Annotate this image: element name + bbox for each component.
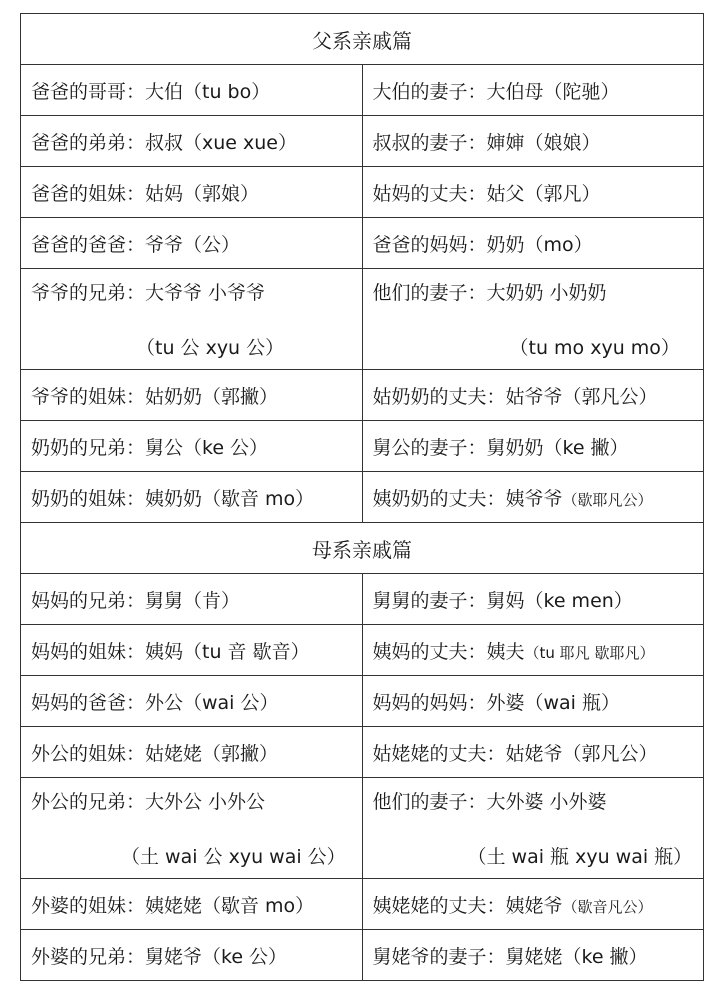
cell-line-2: （tu 公 xyu 公） (136, 337, 285, 359)
cell-text: 姨妈的丈夫：姨夫 (372, 640, 525, 663)
table-cell: 妈妈的妈妈：外婆（wai 瓶） (362, 676, 704, 727)
table-cell: 爸爸的姐妹：姑妈（郭娘） (21, 167, 363, 218)
table-row (21, 218, 704, 269)
table-row (21, 778, 704, 879)
table-row (21, 727, 704, 778)
table-cell: 爸爸的弟弟：叔叔（xue xue） (21, 116, 363, 167)
table-cell: 姑奶奶的丈夫：姑爷爷（郭凡公） (362, 370, 704, 421)
table-row (21, 472, 704, 523)
cell-line-2: （土 wai 公 xyu wai 公） (121, 846, 346, 868)
table-row (21, 65, 704, 116)
table-cell (362, 778, 704, 879)
table-row (21, 574, 704, 625)
table-row (21, 370, 704, 421)
table-cell (362, 625, 704, 676)
table-cell (362, 472, 704, 523)
table-cell: 爸爸的妈妈：奶奶（mo） (362, 218, 704, 269)
cell-note: （歇音凡公） (562, 897, 653, 916)
table-cell (362, 879, 704, 930)
table-cell: 外公的姐妹：姑姥姥（郭撇） (21, 727, 363, 778)
cell-line-1: 他们的妻子：大奶奶 小奶奶 (372, 282, 607, 304)
table-row (21, 676, 704, 727)
table-cell: 大伯的妻子：大伯母（陀驰） (362, 65, 704, 116)
table-row (21, 930, 704, 981)
table-cell: 奶奶的姐妹：姨奶奶（歇音 mo） (21, 472, 363, 523)
table-cell: 爷爷的姐妹：姑奶奶（郭撇） (21, 370, 363, 421)
table-cell (21, 269, 363, 370)
table-cell: 姑姥姥的丈夫：姑姥爷（郭凡公） (362, 727, 704, 778)
table-cell (362, 269, 704, 370)
section-title: 父系亲戚篇 (21, 14, 704, 65)
cell-line-1: 他们的妻子：大外婆 小外婆 (372, 791, 607, 813)
cell-line-1: 外公的兄弟：大外公 小外公 (31, 791, 266, 813)
cell-text: 姨奶奶的丈夫：姨爷爷 (372, 487, 563, 510)
table-cell: 外婆的兄弟：舅姥爷（ke 公） (21, 930, 363, 981)
table-cell: 妈妈的爸爸：外公（wai 公） (21, 676, 363, 727)
table-row (21, 116, 704, 167)
table-cell: 爸爸的爸爸：爷爷（公） (21, 218, 363, 269)
cell-note: （歇耶凡公） (562, 490, 653, 509)
table-cell: 舅姥爷的妻子：舅姥姥（ke 撇） (362, 930, 704, 981)
table-row (21, 625, 704, 676)
table-row (21, 879, 704, 930)
table-cell: 舅舅的妻子：舅妈（ke men） (362, 574, 704, 625)
table-row (21, 421, 704, 472)
table-row (21, 167, 704, 218)
table-cell: 奶奶的兄弟：舅公（ke 公） (21, 421, 363, 472)
table-cell: 爸爸的哥哥：大伯（tu bo） (21, 65, 363, 116)
table-cell: 舅公的妻子：舅奶奶（ke 撇） (362, 421, 704, 472)
table-cell: 叔叔的妻子：婶婶（娘娘） (362, 116, 704, 167)
table-cell (21, 778, 363, 879)
kinship-table (20, 13, 704, 981)
cell-line-2: （tu mo xyu mo） (509, 337, 680, 359)
table-row (21, 269, 704, 370)
table-cell: 姑妈的丈夫：姑父（郭凡） (362, 167, 704, 218)
table-cell: 外婆的姐妹：姨姥姥（歇音 mo） (21, 879, 363, 930)
table-cell: 妈妈的兄弟：舅舅（肯） (21, 574, 363, 625)
section-header-maternal (21, 523, 704, 574)
cell-line-2: （土 wai 瓶 xyu wai 瓶） (467, 846, 693, 868)
cell-text: 姨姥姥的丈夫：姨姥爷 (372, 894, 563, 917)
table-cell: 妈妈的姐妹：姨妈（tu 音 歇音） (21, 625, 363, 676)
section-header-paternal (21, 14, 704, 65)
cell-note: （tu 耶凡 歇耶凡） (524, 643, 655, 662)
section-title: 母系亲戚篇 (21, 523, 704, 574)
cell-line-1: 爷爷的兄弟：大爷爷 小爷爷 (31, 282, 266, 304)
